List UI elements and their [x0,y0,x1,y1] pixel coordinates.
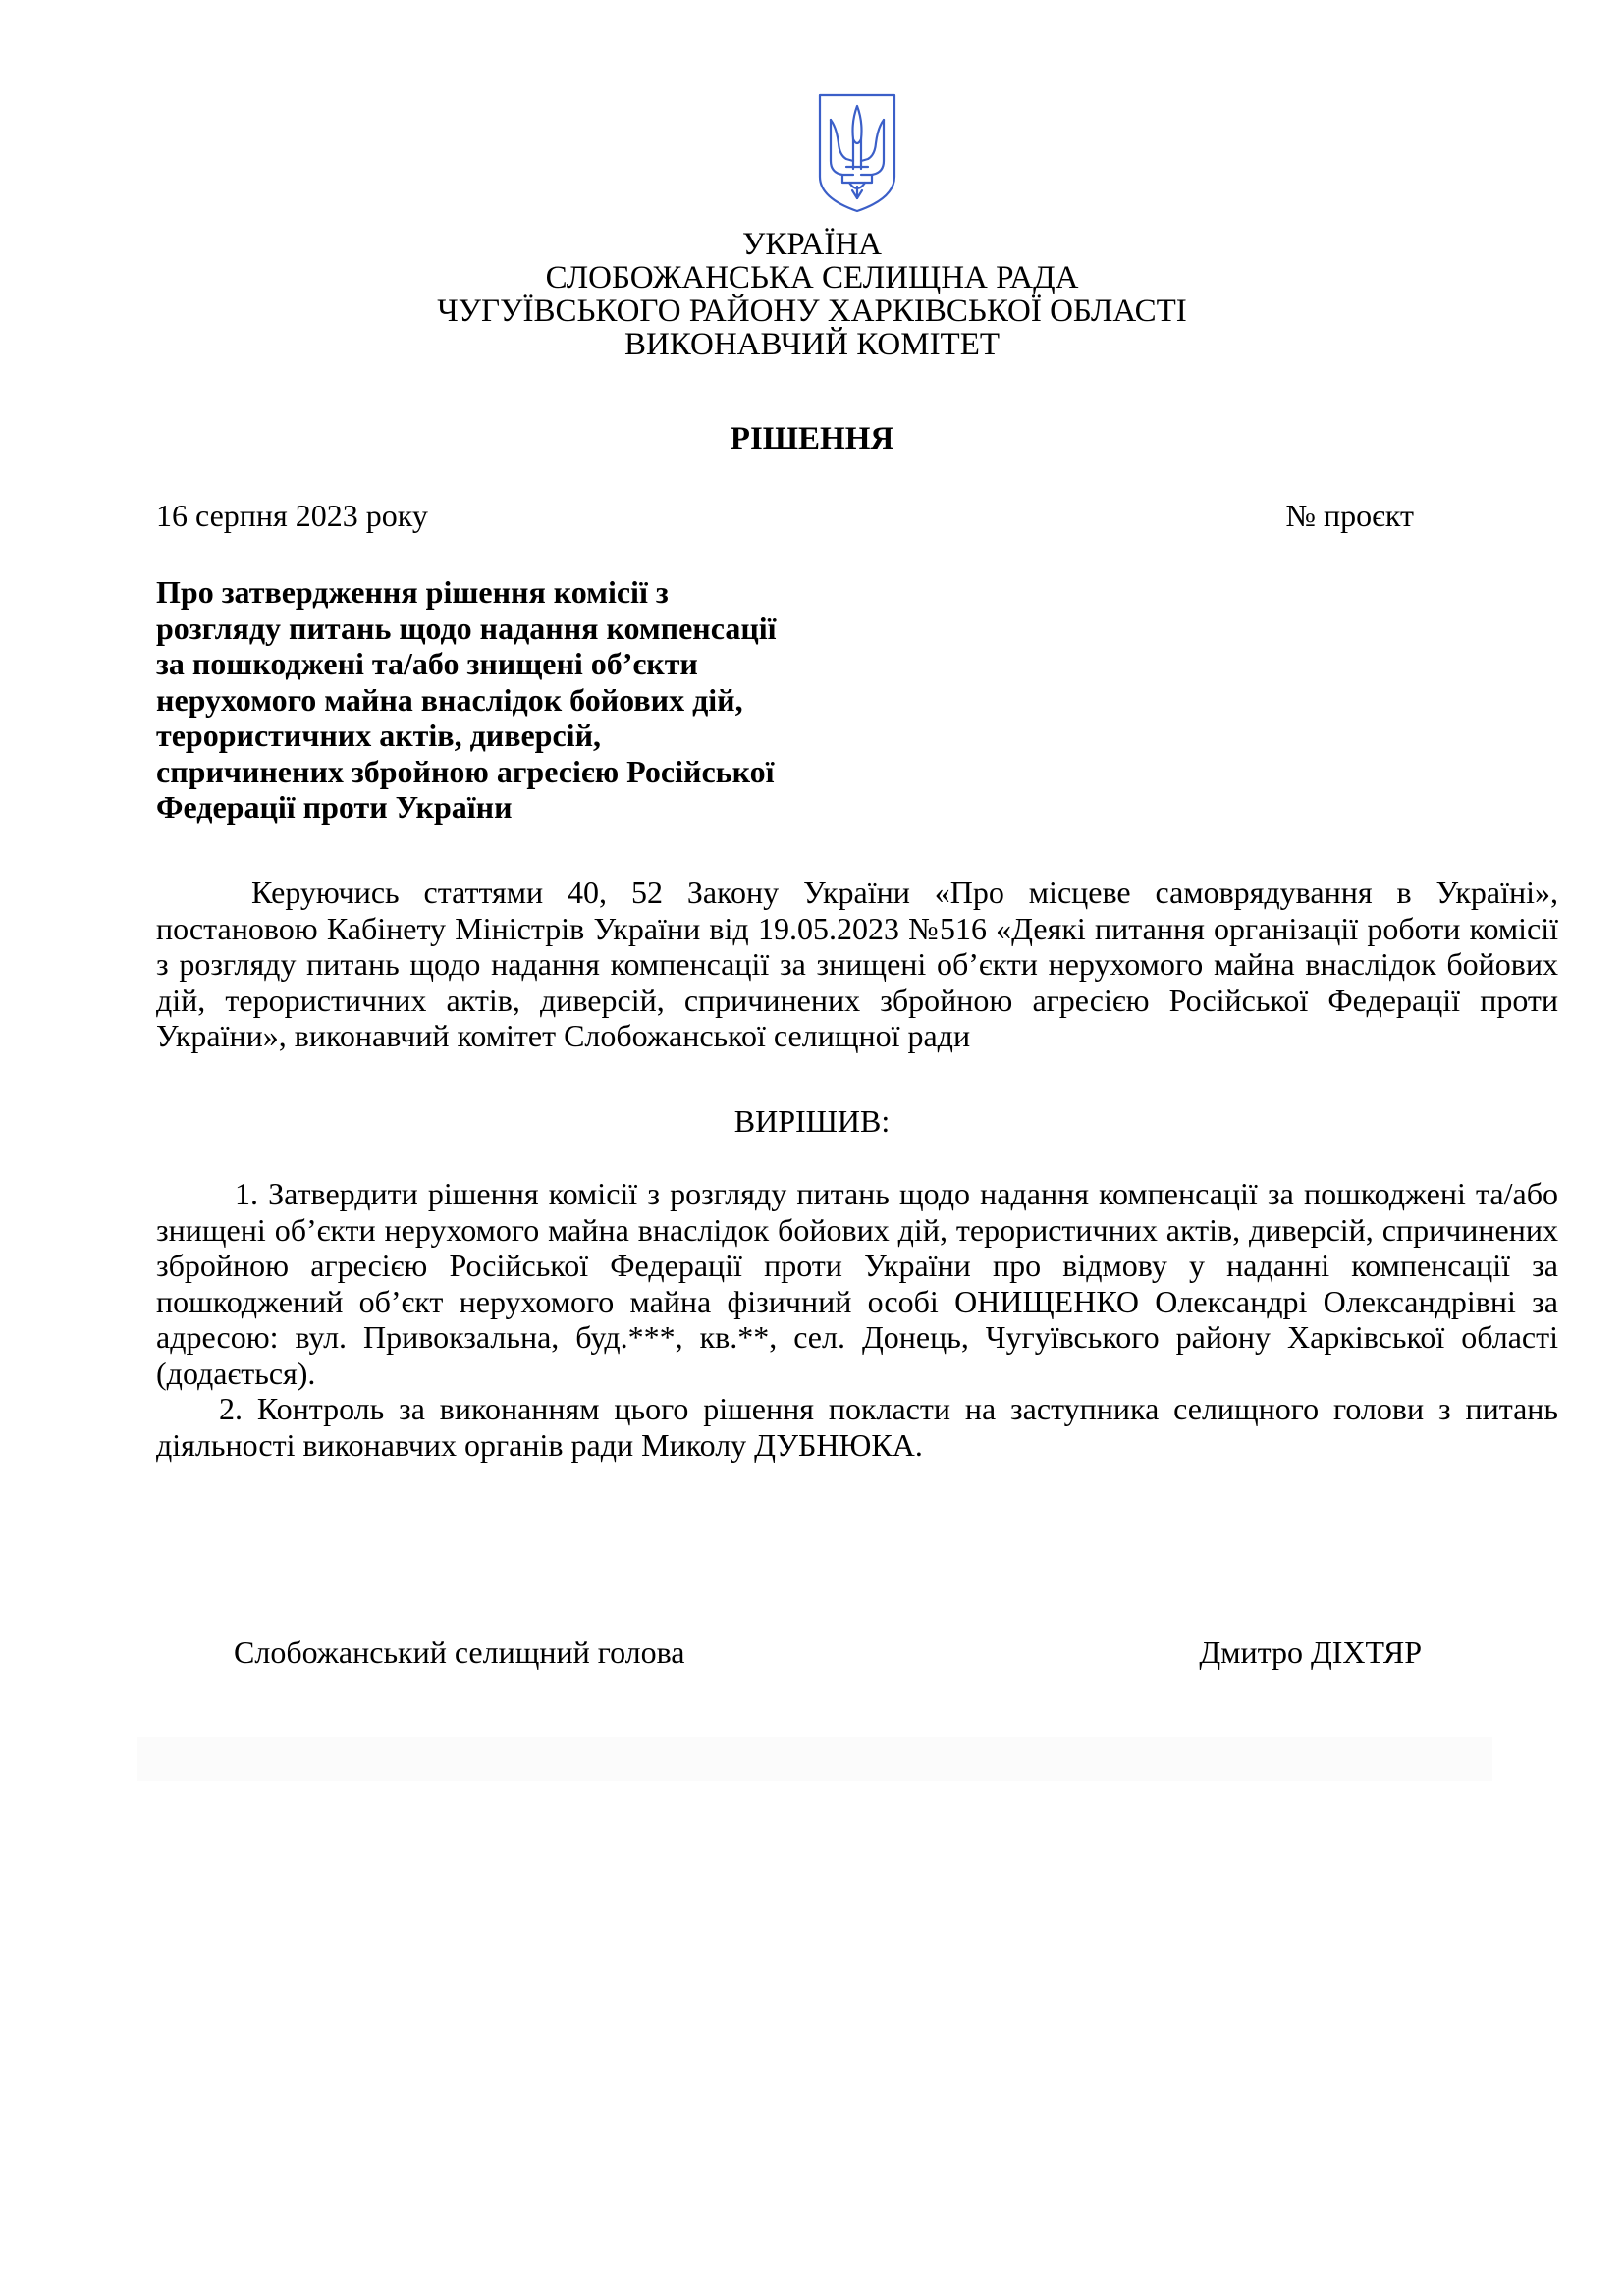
document-title: РІШЕННЯ [730,421,894,456]
subject-line: терористичних актів, диверсій, [156,718,601,753]
header-country: УКРАЇНА [742,227,882,262]
header-committee: ВИКОНАВЧИЙ КОМІТЕТ [623,327,1001,362]
decision-item-1: 1. Затвердити рішення комісії з розгляду питань щодо надання компенсації за пошкоджені та/або знищені об’єкти нерухомого майна внаслідок бойових дій, терористичних актів, диверсій, спричинених збройною агресією Російської Федерації проти України про відмову у наданні компенсації за пошкоджений об’єкт нерухомого майна фізичний особі ОНИЩЕНКО Олександрі Олександрівні за адресою: вул. Привокзальна, буд.***, кв.**, сел. Донець, Чугуївського району Харківської області (додається). [156,1176,1558,1391]
signatory-name: Дмитро ДІХТЯР [1199,1634,1422,1670]
decision-items [156,1176,1558,1463]
subject-line: за пошкоджені та/або знищені об’єкти [156,646,698,681]
issuing-authority-header [0,228,1624,361]
header-district: ЧУГУЇВСЬКОГО РАЙОНУ ХАРКІВСЬКОЇ ОБЛАСТІ [437,294,1187,329]
document-number: № проєкт [1285,498,1414,533]
scan-artifact-band [137,1737,1492,1781]
subject-line: Про затвердження рішення комісії з [156,574,669,610]
document-date: 16 серпня 2023 року [156,498,428,533]
subject-line: спричинених збройною агресією Російської [156,753,775,789]
signatory-title: Слобожанський селищний голова [234,1634,685,1670]
subject-line: Федерації проти України [156,789,513,825]
decided-heading: ВИРІШИВ: [733,1103,891,1139]
trident-coat-of-arms-icon [817,92,897,214]
subject-line: розгляду питань щодо надання компенсації [156,610,777,646]
header-council: СЛОБОЖАНСЬКА СЕЛИЩНА РАДА [545,260,1079,295]
document-subject [156,574,863,826]
preamble-paragraph: Керуючись статтями 40, 52 Закону України «Про місцеве самоврядування в Україні», постановою Кабінету Міністрів України від 19.05.2023 №516 «Деякі питання організації роботи комісії з розгляду питань щодо надання компенсації за знищені об’єкти нерухомого майна внаслідок бойових дій, терористичних актів, диверсій, спричинених збройною агресією Російської Федерації проти України», виконавчий комітет Слобожанської селищної ради [156,875,1558,1053]
decision-item-2: 2. Контроль за виконанням цього рішення покласти на заступника селищного голови з питань діяльності виконавчих органів ради Миколу ДУБНЮКА. [156,1391,1558,1463]
subject-line: нерухомого майна внаслідок бойових дій, [156,681,743,718]
